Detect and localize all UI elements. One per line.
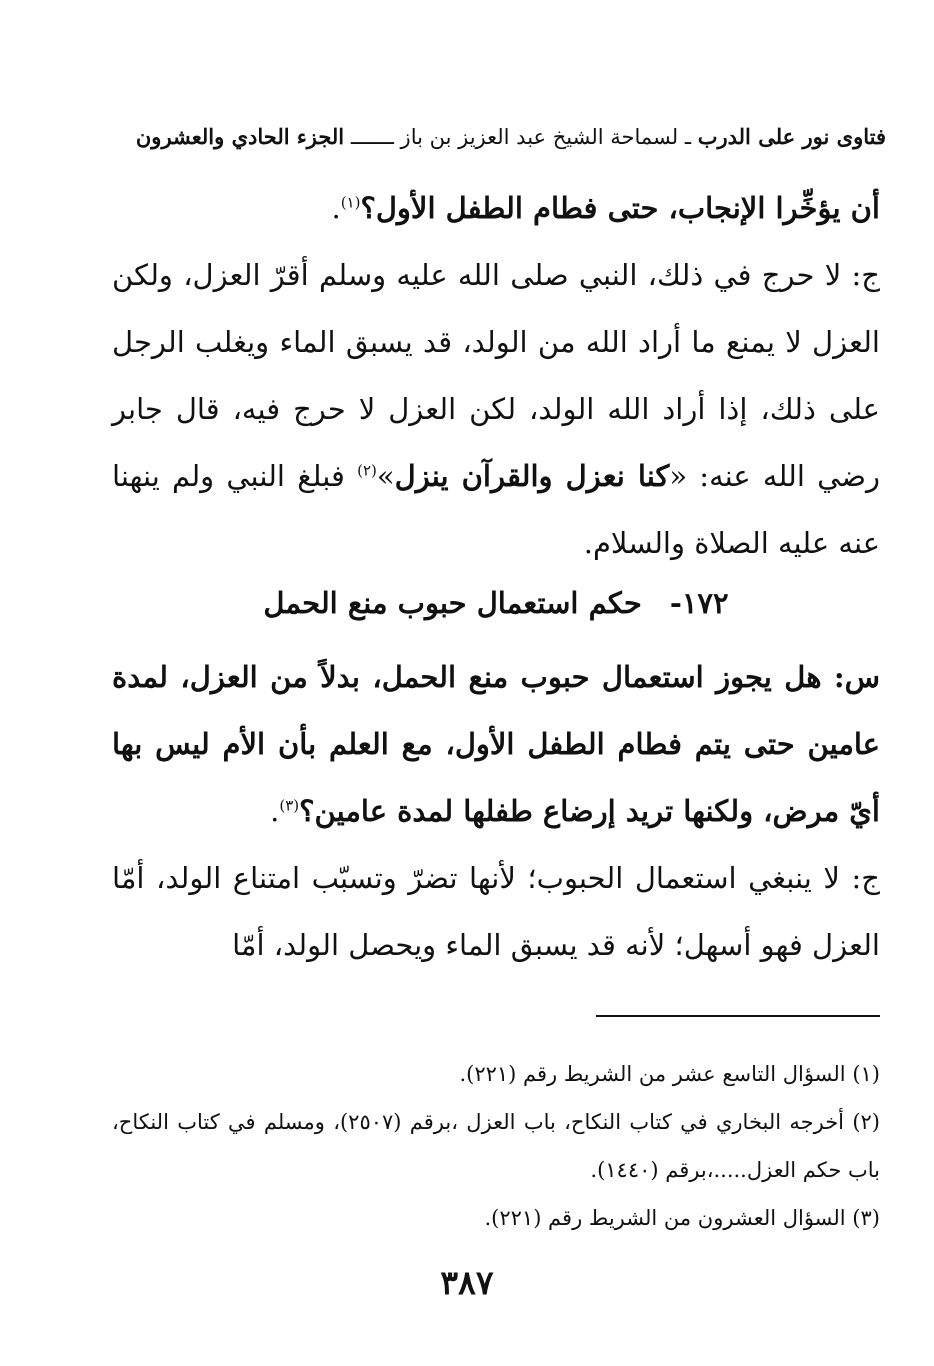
footnote-ref-1: (١) (340, 193, 361, 212)
answer-text-1b: فبلغ النبي ولم ينهنا عنه عليه الصلاة والسلام. (112, 459, 880, 560)
question-text-2: س: هل يجوز استعمال حبوب منع الحمل، بدلاً من العزل، لمدة عامين حتى يتم فطام الطفل الأول، مع العلم بأن الأم ليس بها أيّ مرض، ولكنها تريد إرضاع طفلها لمدة عامين؟ (112, 660, 880, 828)
section-heading (112, 578, 880, 628)
footnote-ref-2: (٢) (357, 461, 377, 480)
footnote-ref-3: (٣) (279, 796, 300, 815)
hadith-quote: كنا نعزل والقرآن ينزل (394, 459, 670, 493)
running-header (118, 118, 886, 156)
volume-title: الجزء الحادي والعشرون (135, 124, 345, 149)
footnotes (112, 1050, 880, 1242)
section-title-text: حكم استعمال حبوب منع الحمل (263, 586, 642, 620)
footnote-2: (٢) أخرجه البخاري في كتاب النكاح، باب العزل ،برقم (٢٥٠٧)، ومسلم في كتاب النكاح، باب حكم العزل.....،برقم (١٤٤٠). (112, 1110, 880, 1182)
footnote-divider (596, 1015, 880, 1017)
question-continuation: أن يؤخِّرا الإنجاب، حتى فطام الطفل الأول؟ (360, 191, 880, 225)
section-number: ١٧٢- (669, 586, 729, 620)
qa-block-1: أن يؤخِّرا الإنجاب، حتى فطام الطفل الأول؟$^{(١)}$. ج: لا حرج في ذلك، النبي صلى الله عليه وسلم أقرّ العزل، ولكن العزل لا يمنع ما أراد الله من الولد، قد يسبق الماء ويغلب الرجل على ذلك، إذا أراد الله الولد، لكن العزل لا حرج فيه، قال جابر رضي الله عنه: «كنا نعزل والقرآن ينزل»$^{(٢)}$ فبلغ النبي ولم ينهنا عنه عليه الصلاة والسلام. (112, 191, 880, 560)
book-title: فتاوى نور على الدرب (697, 124, 886, 149)
qa-block-2: س: هل يجوز استعمال حبوب منع الحمل، بدلاً من العزل، لمدة عامين حتى يتم فطام الطفل الأول، مع العلم بأن الأم ليس بها أيّ مرض، ولكنها تريد إرضاع طفلها لمدة عامين؟$^{(٣)}$. ج: لا ينبغي استعمال الحبوب؛ لأنها تضرّ وتسبّب امتناع الولد، أمّا العزل فهو أسهل؛ لأنه قد يسبق الماء ويحصل الولد، أمّا (112, 660, 880, 962)
page-number: ٣٨٧ (440, 1263, 494, 1302)
footnote-3: (٣) السؤال العشرون من الشريط رقم (٢٢١). (484, 1206, 880, 1230)
answer-text-2: ج: لا ينبغي استعمال الحبوب؛ لأنها تضرّ وتسبّب امتناع الولد، أمّا العزل فهو أسهل؛ لأنه قد يسبق الماء ويحصل الولد، أمّا (112, 861, 880, 962)
hadith-close: » (376, 459, 395, 493)
author-line: ـ لسماحة الشيخ عبد العزيز بن باز ـــــــ (350, 125, 692, 149)
footnote-1: (١) السؤال التاسع عشر من الشريط رقم (٢٢١). (459, 1062, 880, 1086)
answer-text-1: ج: لا حرج في ذلك، النبي صلى الله عليه وسلم أقرّ العزل، ولكن العزل لا يمنع ما أراد الله من الولد، قد يسبق الماء ويغلب الرجل على ذلك، إذا أراد الله الولد، لكن العزل لا حرج فيه، قال جابر رضي الله عنه: « (112, 258, 880, 493)
